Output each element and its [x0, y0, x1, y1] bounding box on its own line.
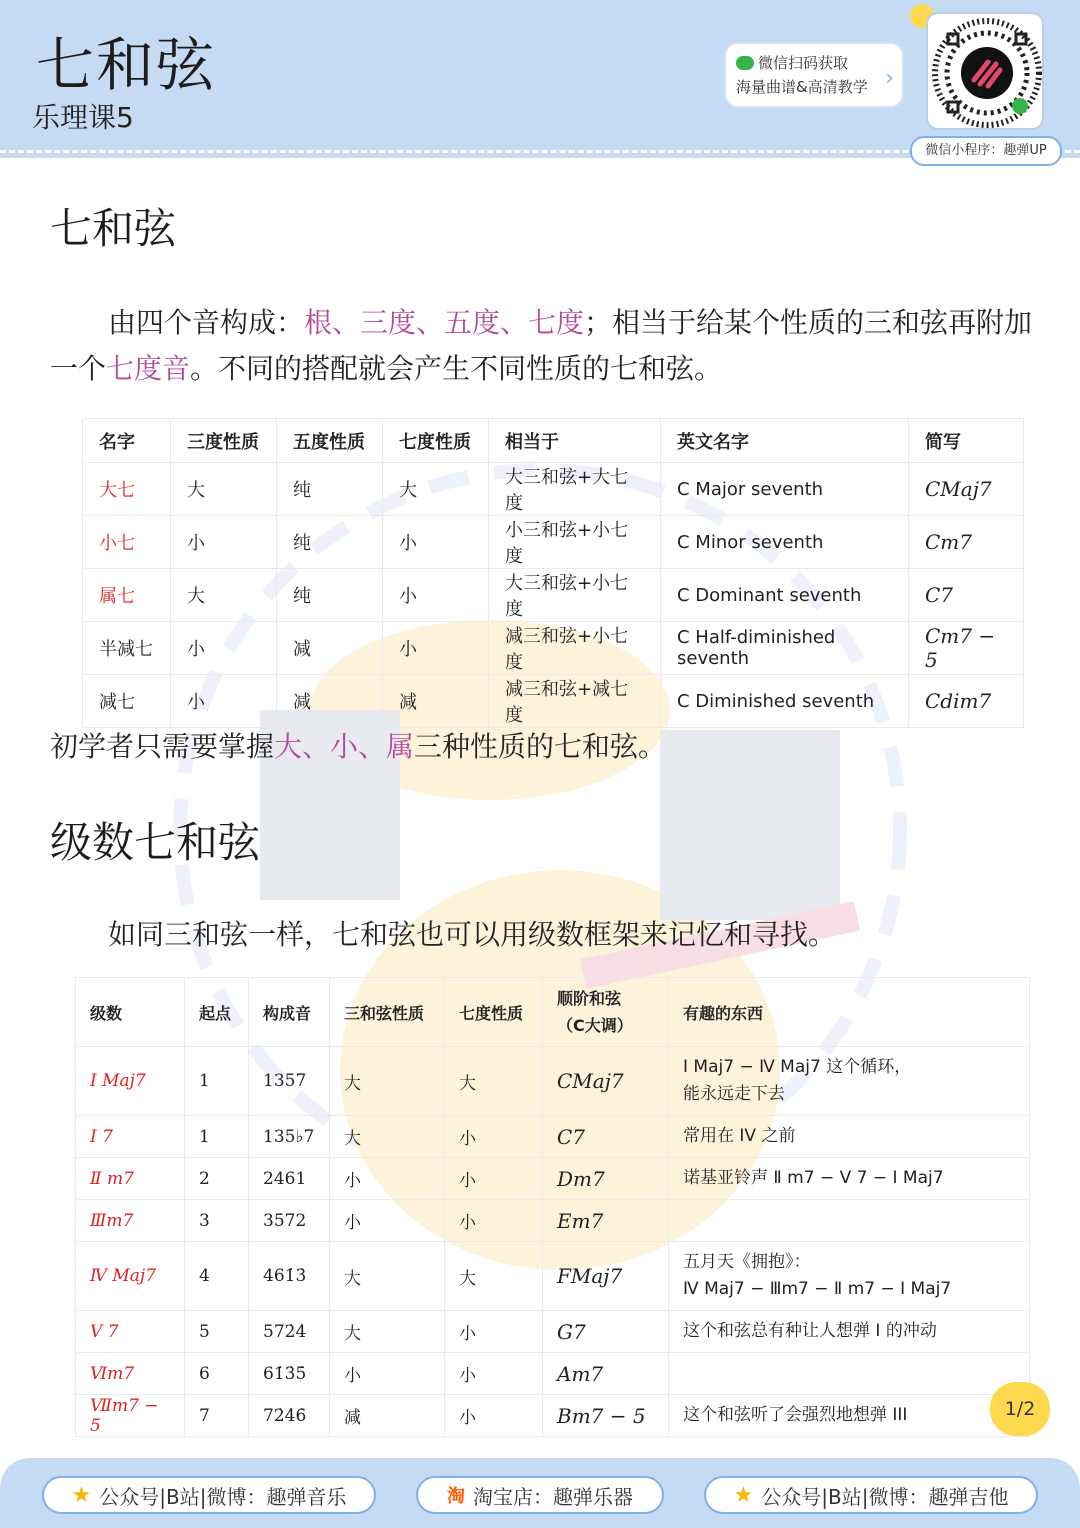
col-header-start: 起点 — [185, 978, 249, 1047]
abbreviation: CMaj7 — [909, 463, 1024, 516]
table-row — [76, 1395, 1030, 1437]
notes-cell: 572̇4̇ — [249, 1311, 330, 1353]
chord-name: 属七 — [83, 569, 171, 622]
table-row — [76, 1353, 1030, 1395]
taobao-icon: 淘 — [447, 1486, 465, 1507]
fifth-quality: 纯 — [277, 569, 383, 622]
degree-cell: Ⅱ m7 — [76, 1158, 185, 1200]
start-cell: 6 — [185, 1353, 249, 1395]
chord-cell: Em7 — [543, 1200, 669, 1242]
star-icon: ★ — [733, 1482, 754, 1508]
col-header-degree: 级数 — [76, 978, 185, 1047]
fun-cell — [669, 1242, 1030, 1311]
fun-cell — [669, 1395, 1030, 1437]
wechat-icon — [736, 56, 754, 70]
fun-cell — [669, 1311, 1030, 1353]
col-header-equiv: 相当于 — [489, 419, 661, 463]
start-cell: 1 — [185, 1047, 249, 1116]
fun-line-1: 常用在 IV 之前 — [683, 1126, 796, 1146]
equivalent: 小三和弦+小七度 — [489, 516, 661, 569]
degree-cell: Ⅰ Maj7 — [76, 1047, 185, 1116]
degree-seventh-table — [75, 977, 1030, 1437]
seventh-cell: 小 — [445, 1116, 543, 1158]
third-quality: 小 — [171, 675, 277, 728]
fun-cell — [669, 1353, 1030, 1395]
table-row — [76, 1047, 1030, 1116]
table-row — [76, 1242, 1030, 1311]
table-row — [83, 622, 1024, 675]
qr-code-icon — [928, 14, 1044, 130]
fun-cell — [669, 1158, 1030, 1200]
seventh-quality: 小 — [383, 516, 489, 569]
beginner-highlight: 大、小、属 — [274, 730, 415, 763]
fun-cell — [669, 1116, 1030, 1158]
third-quality: 小 — [171, 622, 277, 675]
english-name: C Diminished seventh — [661, 675, 909, 728]
page-subtitle: 乐理课5 — [32, 101, 134, 134]
chord-cell: C7 — [543, 1116, 669, 1158]
col-header-name: 名字 — [83, 419, 171, 463]
seventh-cell: 大 — [445, 1242, 543, 1311]
col-header-seventh: 七度性质 — [383, 419, 489, 463]
beginner-note — [50, 724, 1040, 770]
triad-cell: 大 — [330, 1116, 445, 1158]
seventh-quality: 小 — [383, 569, 489, 622]
triad-cell: 小 — [330, 1158, 445, 1200]
table-row — [76, 1116, 1030, 1158]
notes-cell: 1357 — [249, 1047, 330, 1116]
notes-cell: 2461 — [249, 1158, 330, 1200]
fun-cell — [669, 1200, 1030, 1242]
beginner-text-c: 三种性质的七和弦。 — [414, 730, 667, 763]
chord-cell: Bm7 − 5 — [543, 1395, 669, 1437]
notes-cell: 3572 — [249, 1200, 330, 1242]
fun-line-1: 这个和弦总有种让人想弹 Ⅰ 的冲动 — [683, 1321, 937, 1341]
fun-line-1: 这个和弦听了会强烈地想弹 III — [683, 1405, 908, 1425]
seventh-cell: 小 — [445, 1395, 543, 1437]
fun-line-2: 能永远走下去 — [683, 1084, 785, 1104]
col-header-diatonic — [543, 978, 669, 1047]
footer-link-taobao[interactable] — [416, 1476, 664, 1514]
table-row — [76, 1200, 1030, 1242]
seventh-quality: 减 — [383, 675, 489, 728]
start-cell: 1 — [185, 1116, 249, 1158]
fun-line-2: Ⅳ Maj7 − Ⅲm7 − Ⅱ m7 − Ⅰ Maj7 — [683, 1279, 952, 1299]
third-quality: 小 — [171, 516, 277, 569]
col-header-fun: 有趣的东西 — [669, 978, 1030, 1047]
third-quality: 大 — [171, 463, 277, 516]
english-name: C Dominant seventh — [661, 569, 909, 622]
chord-cell: Dm7 — [543, 1158, 669, 1200]
qr-callout[interactable] — [724, 42, 904, 108]
degree-intro-paragraph: 如同三和弦一样，七和弦也可以用级数框架来记忆和寻找。 — [108, 918, 837, 951]
fun-line-1: 五月天《拥抱》： — [683, 1252, 811, 1272]
triad-cell: 减 — [330, 1395, 445, 1437]
abbreviation: C7 — [909, 569, 1024, 622]
table-row — [83, 463, 1024, 516]
fifth-quality: 减 — [277, 675, 383, 728]
col-header-english: 英文名字 — [661, 419, 909, 463]
intro-paragraph — [50, 300, 1040, 392]
table-header-row — [76, 978, 1030, 1047]
col-header-triad: 三和弦性质 — [330, 978, 445, 1047]
abbreviation: Cdim7 — [909, 675, 1024, 728]
chord-name: 大七 — [83, 463, 171, 516]
star-icon: ★ — [71, 1482, 92, 1508]
intro-text-a: 由四个音构成： — [108, 306, 305, 339]
callout-line-1: 微信扫码获取 — [758, 54, 849, 72]
miniprogram-label: 微信小程序：趣弹UP — [910, 136, 1062, 166]
triad-cell: 小 — [330, 1353, 445, 1395]
table-header-row — [83, 419, 1024, 463]
degree-cell: Ⅲm7 — [76, 1200, 185, 1242]
chord-cell: FMaj7 — [543, 1242, 669, 1311]
seventh-cell: 小 — [445, 1158, 543, 1200]
intro-highlight-intervals: 根、三度、五度、七度 — [304, 306, 585, 339]
chord-cell: Am7 — [543, 1353, 669, 1395]
seventh-cell: 大 — [445, 1047, 543, 1116]
equivalent: 大三和弦+小七度 — [489, 569, 661, 622]
section-heading-seventh-chords: 七和弦 — [50, 204, 177, 253]
start-cell: 7 — [185, 1395, 249, 1437]
footer-link-music[interactable] — [42, 1476, 376, 1514]
diatonic-header-l1: 顺阶和弦 — [557, 989, 622, 1008]
triad-cell: 大 — [330, 1047, 445, 1116]
notes-cell: 61̇3̇5̇ — [249, 1353, 330, 1395]
chord-name: 减七 — [83, 675, 171, 728]
degree-cell: Ⅶm7 − 5 — [76, 1395, 185, 1437]
triad-cell: 小 — [330, 1200, 445, 1242]
triad-cell: 大 — [330, 1311, 445, 1353]
footer-link-guitar[interactable] — [704, 1476, 1038, 1514]
degree-cell: Ⅵm7 — [76, 1353, 185, 1395]
footer-link-music-label: 公众号|B站|微博：趣弹音乐 — [99, 1484, 347, 1509]
degree-cell: Ⅴ 7 — [76, 1311, 185, 1353]
col-header-fifth: 五度性质 — [277, 419, 383, 463]
notes-cell: 72̇4̇6̇ — [249, 1395, 330, 1437]
col-header-notes: 构成音 — [249, 978, 330, 1047]
equivalent: 减三和弦+减七度 — [489, 675, 661, 728]
intro-text-e: 。不同的搭配就会产生不同性质的七和弦。 — [190, 352, 723, 385]
start-cell: 2 — [185, 1158, 249, 1200]
fifth-quality: 减 — [277, 622, 383, 675]
footer-link-taobao-label: 淘宝店：趣弹乐器 — [473, 1484, 633, 1509]
notes-cell: 135♭7 — [249, 1116, 330, 1158]
qr-code[interactable] — [926, 12, 1044, 130]
col-header-third: 三度性质 — [171, 419, 277, 463]
seventh-chord-types-table — [82, 418, 1024, 728]
notes-cell: 461̇3̇ — [249, 1242, 330, 1311]
table-row — [83, 569, 1024, 622]
fifth-quality: 纯 — [277, 463, 383, 516]
degree-cell: Ⅰ 7 — [76, 1116, 185, 1158]
table-row — [76, 1158, 1030, 1200]
english-name: C Minor seventh — [661, 516, 909, 569]
page-title: 七和弦 — [36, 31, 217, 99]
table-row — [83, 675, 1024, 728]
chevron-right-icon: › — [885, 66, 894, 91]
english-name: C Major seventh — [661, 463, 909, 516]
abbreviation: Cm7 — [909, 516, 1024, 569]
intro-text-c: ；相当于给某个性质的三和弦再附加一个 — [50, 306, 1033, 385]
col-header-abbr: 简写 — [909, 419, 1024, 463]
diatonic-header-l2: （C大调） — [557, 1016, 633, 1035]
triad-cell: 大 — [330, 1242, 445, 1311]
seventh-quality: 大 — [383, 463, 489, 516]
beginner-text-a: 初学者只需要掌握 — [50, 730, 275, 763]
degree-cell: Ⅳ Maj7 — [76, 1242, 185, 1311]
chord-cell: CMaj7 — [543, 1047, 669, 1116]
fun-line-1: Ⅰ Maj7 − Ⅳ Maj7 这个循环， — [683, 1057, 912, 1077]
fun-line-1: 诺基亚铃声 Ⅱ m7 − Ⅴ 7 − Ⅰ Maj7 — [683, 1168, 944, 1188]
start-cell: 3 — [185, 1200, 249, 1242]
page-indicator: 1/2 — [990, 1382, 1050, 1436]
chord-cell: G7 — [543, 1311, 669, 1353]
footer-link-guitar-label: 公众号|B站|微博：趣弹吉他 — [761, 1484, 1009, 1509]
abbreviation: Cm7 − 5 — [909, 622, 1024, 675]
callout-line-2: 海量曲谱&高清教学 — [736, 78, 868, 96]
start-cell: 5 — [185, 1311, 249, 1353]
english-name: C Half-diminished seventh — [661, 622, 909, 675]
section-heading-degree-sevenths: 级数七和弦 — [50, 818, 261, 867]
seventh-cell: 小 — [445, 1200, 543, 1242]
seventh-cell: 小 — [445, 1353, 543, 1395]
equivalent: 大三和弦+大七度 — [489, 463, 661, 516]
col-header-seventh: 七度性质 — [445, 978, 543, 1047]
chord-name: 小七 — [83, 516, 171, 569]
table-row — [83, 516, 1024, 569]
third-quality: 大 — [171, 569, 277, 622]
seventh-cell: 小 — [445, 1311, 543, 1353]
intro-highlight-seventh: 七度音 — [106, 352, 191, 385]
fifth-quality: 纯 — [277, 516, 383, 569]
chord-name: 半减七 — [83, 622, 171, 675]
table-row — [76, 1311, 1030, 1353]
start-cell: 4 — [185, 1242, 249, 1311]
fun-cell — [669, 1047, 1030, 1116]
equivalent: 减三和弦+小七度 — [489, 622, 661, 675]
seventh-quality: 小 — [383, 622, 489, 675]
